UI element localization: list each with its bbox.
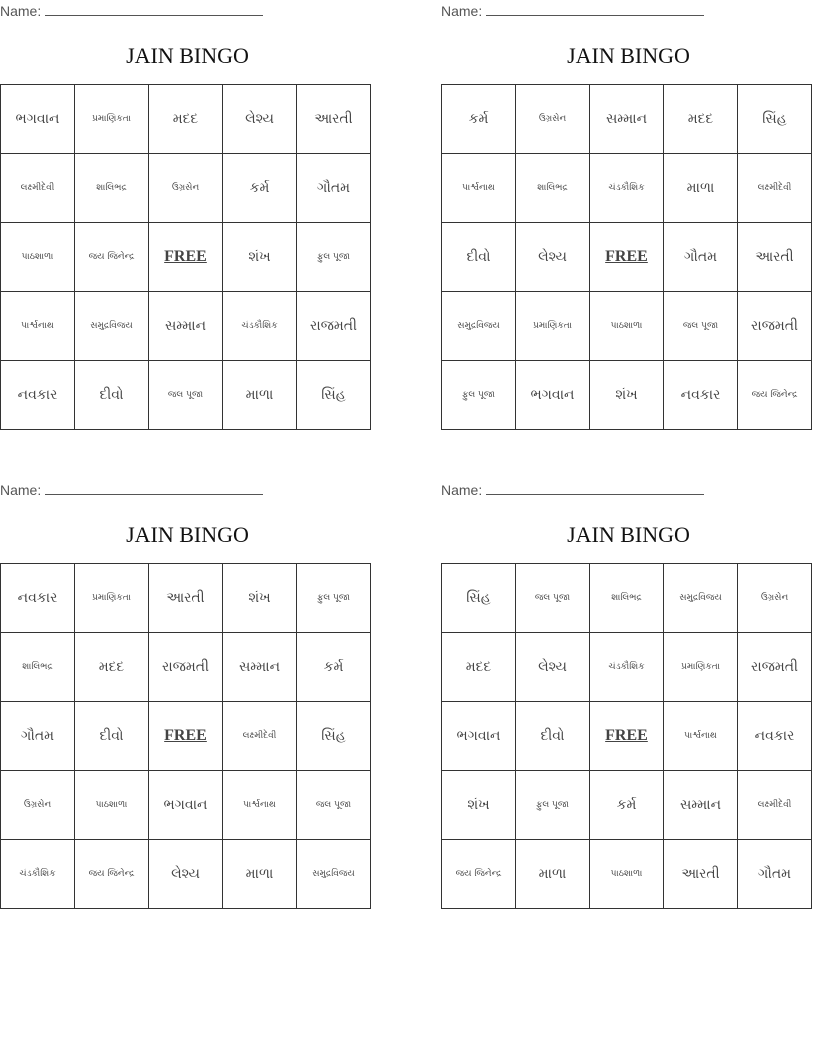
name-blank-line[interactable] (486, 480, 704, 495)
bingo-cell: માળા (223, 361, 297, 430)
bingo-cell: નવકાર (1, 361, 75, 430)
bingo-cell: પાર્શ્વનાથ (442, 154, 516, 223)
name-blank-line[interactable] (486, 1, 704, 16)
bingo-cell: લક્ષ્મીદેવી (223, 702, 297, 771)
bingo-cell: દીવો (442, 223, 516, 292)
bingo-cell: મદદ (75, 633, 149, 702)
bingo-cell: લેશ્ય (516, 633, 590, 702)
bingo-cell: કર્મ (223, 154, 297, 223)
bingo-cell: ચંડકૌશિક (590, 633, 664, 702)
bingo-cell: કર્મ (297, 633, 371, 702)
bingo-cell: આરતી (149, 564, 223, 633)
bingo-cell: પ્રમાણિકતા (664, 633, 738, 702)
bingo-cell: રાજમતી (738, 292, 812, 361)
bingo-cell: શાલિભદ્ર (516, 154, 590, 223)
card-title: JAIN BINGO (567, 522, 690, 547)
free-space: FREE (149, 702, 223, 771)
bingo-cell: લેશ્ય (149, 840, 223, 909)
bingo-cell: લક્ષ્મીદેવી (738, 771, 812, 840)
bingo-cell: પાર્શ્વનાથ (1, 292, 75, 361)
bingo-cell: લક્ષ્મીદેવી (1, 154, 75, 223)
bingo-cell: ફુલ પૂજા (516, 771, 590, 840)
free-space: FREE (149, 223, 223, 292)
free-space: FREE (590, 702, 664, 771)
bingo-cell: સમુદ્રવિજય (297, 840, 371, 909)
bingo-grid (0, 84, 371, 430)
name-label: Name: (441, 482, 483, 498)
name-field (441, 480, 704, 500)
bingo-cell: જય જિનેન્દ્ર (738, 361, 812, 430)
bingo-cell: ઉગ્રસેન (149, 154, 223, 223)
bingo-cell: પાર્શ્વનાથ (664, 702, 738, 771)
bingo-cell: લેશ્ય (223, 85, 297, 154)
card-title: JAIN BINGO (126, 522, 249, 547)
bingo-cell: પાર્શ્વનાથ (223, 771, 297, 840)
bingo-cell: નવકાર (1, 564, 75, 633)
bingo-cell: જલ પૂજા (297, 771, 371, 840)
name-label: Name: (0, 482, 42, 498)
bingo-cell: નવકાર (738, 702, 812, 771)
bingo-cell: માળા (223, 840, 297, 909)
bingo-cell: મદદ (442, 633, 516, 702)
bingo-cell: સિંહ (297, 361, 371, 430)
bingo-cell: લેશ્ય (516, 223, 590, 292)
bingo-cell: દીવો (75, 361, 149, 430)
name-blank-line[interactable] (45, 480, 263, 495)
bingo-cell: જય જિનેન્દ્ર (75, 840, 149, 909)
bingo-cell: દીવો (75, 702, 149, 771)
bingo-cell: સમુદ્રવિજય (75, 292, 149, 361)
bingo-cell: ફુલ પૂજા (297, 223, 371, 292)
bingo-grid (441, 84, 812, 430)
bingo-cell: રાજમતી (149, 633, 223, 702)
bingo-cell: ભગવાન (516, 361, 590, 430)
bingo-cell: સમ્માન (590, 85, 664, 154)
bingo-cell: પાઠશાળા (590, 840, 664, 909)
free-space: FREE (590, 223, 664, 292)
bingo-cell: આરતી (738, 223, 812, 292)
name-field (0, 1, 263, 21)
bingo-cell: ચંડકૌશિક (1, 840, 75, 909)
bingo-cell: જય જિનેન્દ્ર (442, 840, 516, 909)
bingo-cell: જલ પૂજા (149, 361, 223, 430)
bingo-cell: કર્મ (590, 771, 664, 840)
bingo-cell: સમ્માન (223, 633, 297, 702)
bingo-cell: મદદ (149, 85, 223, 154)
bingo-cell: નવકાર (664, 361, 738, 430)
bingo-cell: ચંડકૌશિક (590, 154, 664, 223)
bingo-cell: ભગવાન (149, 771, 223, 840)
bingo-cell: મદદ (664, 85, 738, 154)
bingo-cell: કર્મ (442, 85, 516, 154)
bingo-cell: ભગવાન (442, 702, 516, 771)
bingo-cell: જલ પૂજા (664, 292, 738, 361)
bingo-cell: ફુલ પૂજા (442, 361, 516, 430)
bingo-cell: આરતી (297, 85, 371, 154)
bingo-cell: લક્ષ્મીદેવી (738, 154, 812, 223)
bingo-cell: ગૌતમ (297, 154, 371, 223)
bingo-cell: સમુદ્રવિજય (664, 564, 738, 633)
bingo-cell: સમ્માન (664, 771, 738, 840)
bingo-cell: રાજમતી (738, 633, 812, 702)
card-title: JAIN BINGO (126, 43, 249, 68)
bingo-cell: ઉગ્રસેન (516, 85, 590, 154)
bingo-cell: પાઠશાળા (1, 223, 75, 292)
bingo-cell: પ્રમાણિકતા (75, 564, 149, 633)
bingo-cell: જલ પૂજા (516, 564, 590, 633)
bingo-cell: આરતી (664, 840, 738, 909)
bingo-cell: શાલિભદ્ર (1, 633, 75, 702)
bingo-cell: ગૌતમ (1, 702, 75, 771)
bingo-cell: સિંહ (738, 85, 812, 154)
bingo-cell: ભગવાન (1, 85, 75, 154)
bingo-cell: માળા (516, 840, 590, 909)
card-title: JAIN BINGO (567, 43, 690, 68)
bingo-cell: શંખ (590, 361, 664, 430)
bingo-cell: ફુલ પૂજા (297, 564, 371, 633)
bingo-cell: રાજમતી (297, 292, 371, 361)
bingo-cell: સમ્માન (149, 292, 223, 361)
name-field (441, 1, 704, 21)
bingo-cell: શંખ (442, 771, 516, 840)
bingo-cell: સમુદ્રવિજય (442, 292, 516, 361)
bingo-cell: ગૌતમ (738, 840, 812, 909)
bingo-cell: શંખ (223, 564, 297, 633)
bingo-cell: ઉગ્રસેન (1, 771, 75, 840)
bingo-cell: ઉગ્રસેન (738, 564, 812, 633)
bingo-cell: પ્રમાણિકતા (516, 292, 590, 361)
bingo-grid (441, 563, 812, 909)
bingo-grid (0, 563, 371, 909)
bingo-cell: પ્રમાણિકતા (75, 85, 149, 154)
bingo-cell: જય જિનેન્દ્ર (75, 223, 149, 292)
bingo-cell: દીવો (516, 702, 590, 771)
bingo-cell: ગૌતમ (664, 223, 738, 292)
bingo-cell: સિંહ (297, 702, 371, 771)
bingo-cell: પાઠશાળા (590, 292, 664, 361)
name-label: Name: (0, 3, 42, 19)
bingo-cell: શાલિભદ્ર (75, 154, 149, 223)
bingo-cell: માળા (664, 154, 738, 223)
bingo-cell: શાલિભદ્ર (590, 564, 664, 633)
bingo-cell: શંખ (223, 223, 297, 292)
bingo-cell: ચંડકૌશિક (223, 292, 297, 361)
name-blank-line[interactable] (45, 1, 263, 16)
bingo-cell: સિંહ (442, 564, 516, 633)
bingo-cell: પાઠશાળા (75, 771, 149, 840)
name-field (0, 480, 263, 500)
name-label: Name: (441, 3, 483, 19)
